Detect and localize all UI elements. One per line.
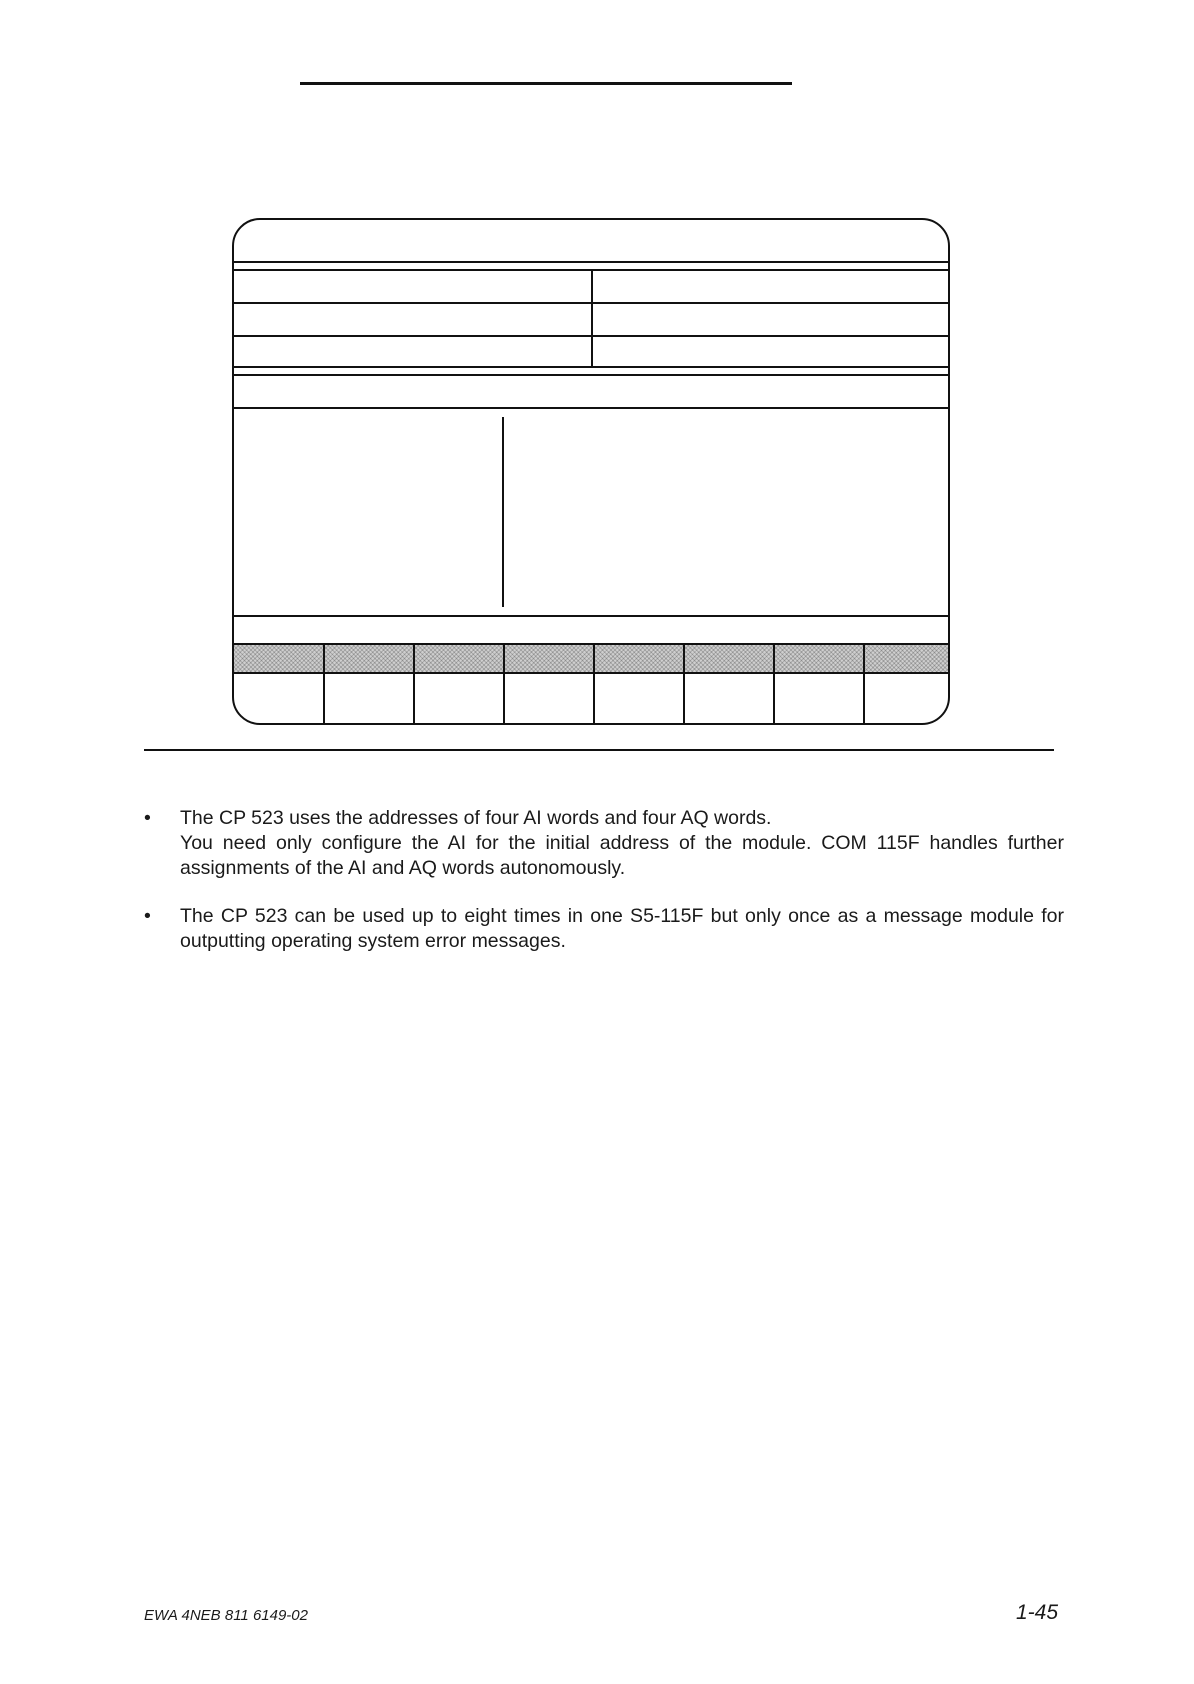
form-cell-divider — [593, 643, 595, 725]
form-rule — [234, 374, 948, 376]
bullet-list — [140, 806, 1064, 977]
bullet-item — [140, 806, 1064, 881]
bullet-marker: • — [144, 807, 151, 829]
shaded-cell — [684, 644, 773, 672]
shaded-cell — [414, 644, 503, 672]
section-rule — [144, 749, 1054, 751]
bullet-paragraph: The CP 523 uses the addresses of four AI words and four AQ words. — [180, 807, 772, 829]
bullet-item — [140, 904, 1064, 954]
shaded-cell — [234, 644, 323, 672]
form-cell-divider — [773, 643, 775, 725]
form-cell-divider — [683, 643, 685, 725]
blank-form-diagram — [232, 218, 950, 725]
bullet-text — [180, 806, 1064, 881]
form-rule — [234, 672, 948, 674]
form-cell-divider — [413, 643, 415, 725]
form-rule — [234, 261, 948, 263]
form-column-divider — [591, 269, 593, 368]
bullet-paragraph: The CP 523 can be used up to eight times in one S5-115F but only once as a message module for outputting operating system error messages. — [180, 905, 1064, 952]
form-rule — [234, 366, 948, 368]
bullet-paragraph: You need only configure the AI for the initial address of the module. COM 115F handles further assignments of the AI and AQ words autonomously. — [180, 832, 1064, 879]
shaded-cell — [864, 644, 950, 672]
form-cell-divider — [503, 643, 505, 725]
form-area-divider — [502, 417, 504, 607]
form-rule — [234, 407, 948, 409]
form-rule — [234, 643, 948, 645]
header-rule — [300, 82, 792, 85]
form-rule — [234, 615, 948, 617]
shaded-cell — [504, 644, 593, 672]
shaded-cell — [774, 644, 863, 672]
form-cell-divider — [863, 643, 865, 725]
footer-doc-number: EWA 4NEB 811 6149-02 — [144, 1607, 308, 1624]
bullet-text — [180, 904, 1064, 954]
shaded-cell — [324, 644, 413, 672]
footer-page-number: 1-45 — [1015, 1601, 1058, 1624]
form-cell-divider — [323, 643, 325, 725]
bullet-marker: • — [144, 905, 151, 927]
shaded-cell — [594, 644, 683, 672]
